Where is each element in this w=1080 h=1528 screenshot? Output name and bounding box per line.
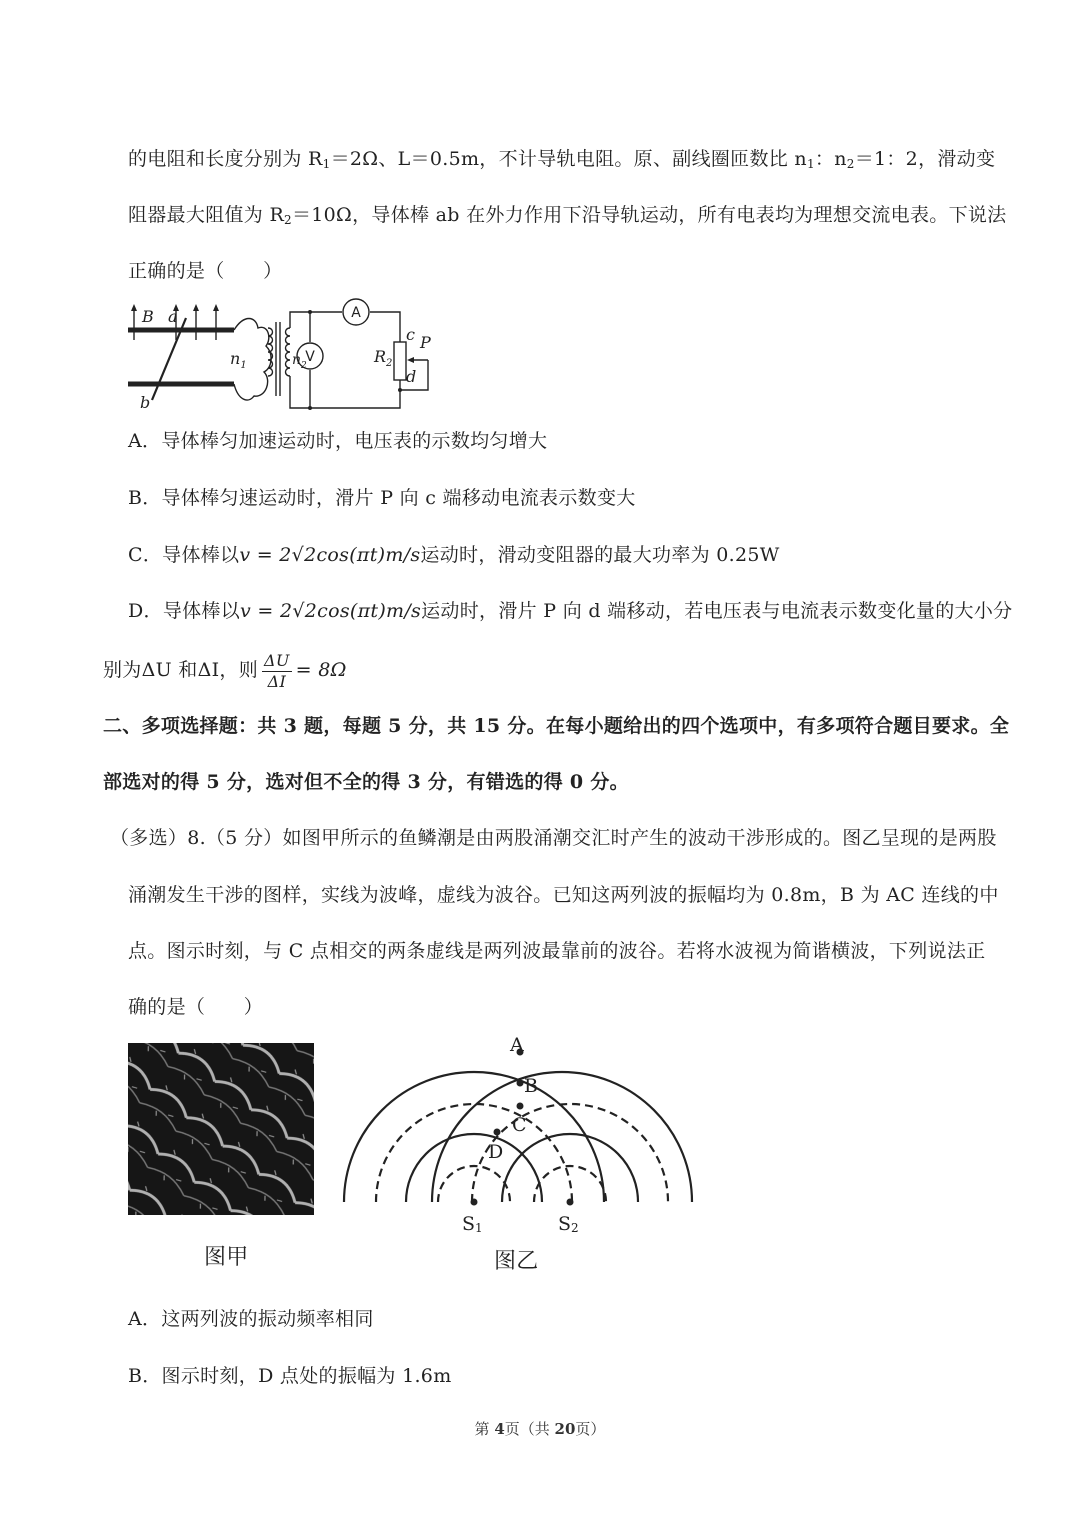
point-d [494, 1129, 501, 1136]
q7-text-line3: 正确的是（ ） [128, 260, 283, 282]
source-s1 [471, 1199, 478, 1206]
label-d: d [406, 367, 417, 386]
label-point-c: C [512, 1114, 527, 1136]
label-b: b [140, 393, 151, 412]
circuit-diagram [126, 298, 442, 416]
label-s2: S2 [558, 1213, 579, 1235]
label-B: B [142, 307, 154, 326]
interference-diagram [334, 1036, 698, 1236]
q7-option-b: B．导体棒匀速运动时，滑片 P 向 c 端移动电流表示数变大 [128, 487, 636, 509]
fraction: $\frac{\Delta U}{\Delta I}$ [264, 650, 290, 691]
point-c [517, 1103, 524, 1110]
section-2-rules: 部选对的得 5 分，选对但不全的得 3 分，有错选的得 0 分。 [103, 771, 629, 793]
q8-text-line4: 确的是（ ） [128, 996, 264, 1018]
figure-yi-caption: 图乙 [494, 1249, 539, 1274]
q8-text-line3: 点。图示时刻，与 C 点相交的两条虚线是两列波最靠前的波谷。若将水波视为简谐横波，下列说法正 [128, 940, 986, 962]
ammeter-label: A [351, 305, 361, 321]
label-n2: $n_2$ [292, 352, 307, 371]
label-point-a: A [510, 1036, 524, 1056]
q8-option-b: B．图示时刻，D 点处的振幅为 1.6m [128, 1365, 452, 1387]
section-2-title: 二、多项选择题：共 3 题，每题 5 分，共 15 分。在每小题给出的四个选项中，有多项符合题目要求。全 [103, 715, 1010, 737]
label-point-b: B [524, 1075, 538, 1097]
page-number: 4 [494, 1420, 505, 1438]
q7-option-a: A．导体棒匀加速运动时，电压表的示数均匀增大 [128, 430, 548, 452]
label-R2: $R_2$ [374, 347, 393, 369]
voltmeter-label: V [305, 349, 315, 365]
point-b [517, 1080, 524, 1087]
page-footer: 第 4页（共 20页） [474, 1420, 606, 1438]
label-s1: S1 [462, 1213, 483, 1235]
label-P: P [420, 333, 431, 352]
source-s2 [567, 1199, 574, 1206]
label-n1: $n_1$ [230, 349, 247, 371]
q7-option-c: C．导体棒以v = 2√2cos(πt)m/s运动时，滑动变阻器的最大功率为 0.25W [128, 544, 780, 566]
q8-text-line1: （多选）8.（5 分）如图甲所示的鱼鳞潮是由两股涌潮交汇时产生的波动干涉形成的。图乙呈现的是两股 [110, 827, 997, 849]
label-c: c [406, 325, 415, 344]
q7-option-d: D．导体棒以v = 2√2cos(πt)m/s运动时，滑片 P 向 d 端移动，若电压表与电流表示数变化量的大小分 [128, 600, 1013, 622]
q7-text-line2: 阻器最大阻值为 $R_2=10\Omega$，导体棒 ab 在外力作用下沿导轨运动，所有电表均为理想交流电表。下说法 [128, 204, 1007, 227]
q7-option-d-cont: 别为ΔU 和ΔI，则 $\frac{\Delta U}{\Delta I}$ = 8Ω [103, 650, 347, 691]
q8-option-a: A．这两列波的振动频率相同 [128, 1308, 374, 1330]
fish-scale-tide-photo [128, 1043, 314, 1215]
figure-jia-caption: 图甲 [204, 1245, 249, 1270]
q8-text-line2: 涌潮发生干涉的图样，实线为波峰，虚线为波谷。已知这两列波的振幅均为 0.8m，B 为 AC 连线的中 [128, 884, 999, 906]
label-point-d: D [488, 1141, 504, 1163]
q7-text-line1: 的电阻和长度分别为 $R_1=2\Omega$、L＝0.5m，不计导轨电阻。原、副线圈匝数比 $n_1$：$n_2=1$：2，滑动变 [128, 148, 996, 171]
page-total: 20 [554, 1420, 576, 1438]
label-a: a [168, 307, 178, 326]
